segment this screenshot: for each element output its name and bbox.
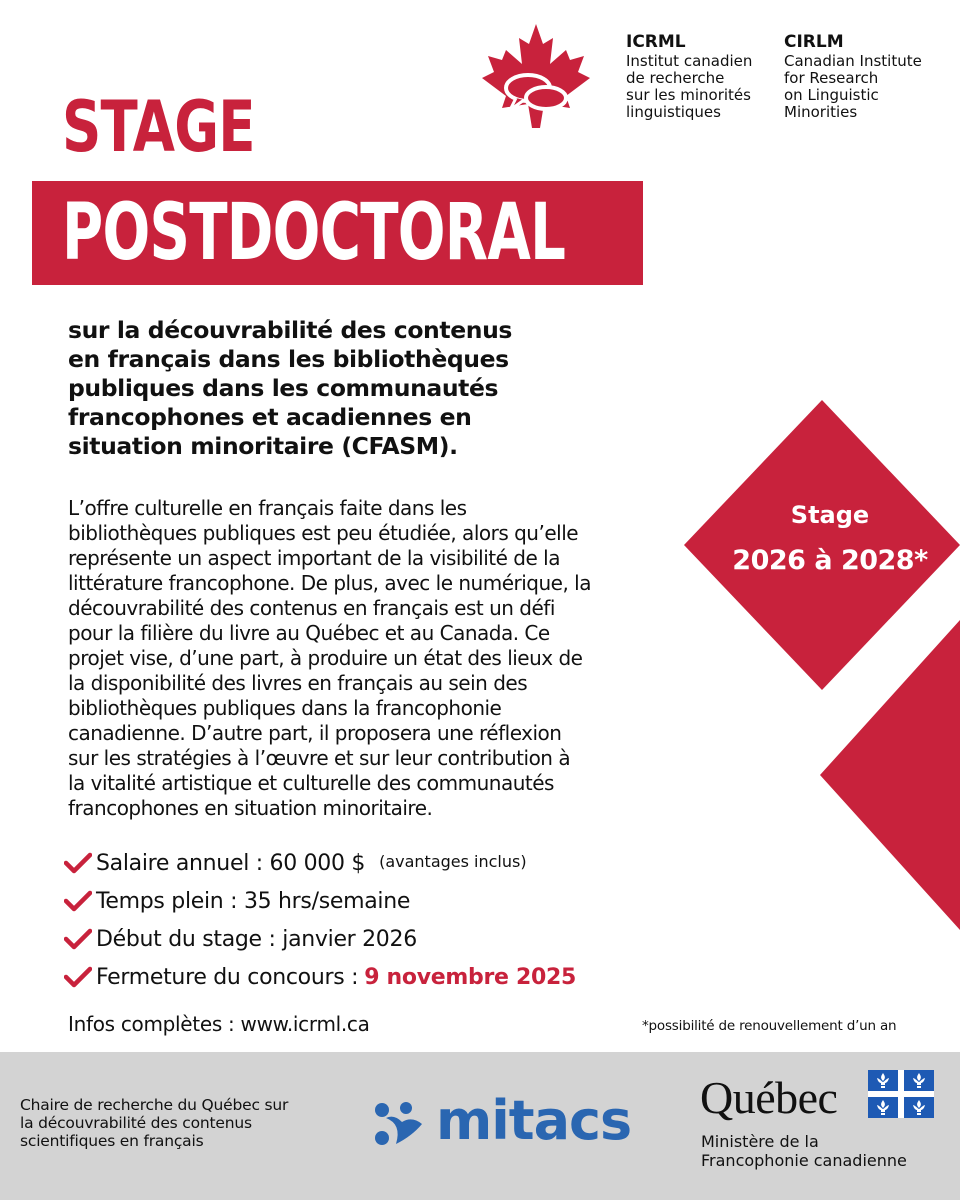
- chaire-line: scientifiques en français: [20, 1132, 204, 1150]
- details-checklist: [64, 844, 576, 996]
- description-paragraph: [68, 496, 668, 821]
- icrml-line: sur les minorités: [626, 86, 751, 104]
- mitacs-logo: mitacs: [436, 1089, 632, 1152]
- description-line: projet vise, d’une part, à produire un état des lieux de: [68, 646, 583, 670]
- mitacs-logo-icon: [372, 1100, 428, 1150]
- salary-text: Salaire annuel : 60 000 $: [96, 850, 366, 876]
- cirlm-abbr: CIRLM: [784, 32, 844, 52]
- ministere-text: [701, 1132, 907, 1170]
- subtitle: [68, 316, 538, 461]
- icrml-abbr: ICRML: [626, 32, 686, 52]
- quebec-logo: Québec: [700, 1072, 838, 1123]
- description-line: francophones en situation minoritaire.: [68, 796, 433, 820]
- description-line: la vitalité artistique et culturelle des communautés: [68, 771, 554, 795]
- infos-link[interactable]: Infos complètes : www.icrml.ca: [68, 1012, 370, 1036]
- cirlm-line: Minorities: [784, 103, 858, 121]
- list-item-start: [64, 920, 576, 958]
- description-line: littérature francophone. De plus, avec le numérique, la: [68, 571, 591, 595]
- deadline-label: Fermeture du concours :: [96, 964, 359, 990]
- badge-years: 2026 à 2028*: [732, 545, 928, 576]
- maple-leaf-logo-icon: [480, 22, 592, 134]
- description-line: découvrabilité des contenus en français est un défi: [68, 596, 555, 620]
- deadline-date: 9 novembre 2025: [364, 964, 577, 990]
- icrml-name-fr: [626, 34, 752, 121]
- ministere-line: Francophonie canadienne: [701, 1151, 907, 1170]
- icrml-line: linguistiques: [626, 103, 721, 121]
- ministere-line: Ministère de la: [701, 1132, 819, 1151]
- title-stage: STAGE: [62, 86, 255, 168]
- chaire-line: Chaire de recherche du Québec sur: [20, 1096, 289, 1114]
- subtitle-line: publiques dans les communautés: [68, 374, 499, 402]
- footnote: *possibilité de renouvellement d’un an: [642, 1018, 897, 1034]
- chaire-line: la découvrabilité des contenus: [20, 1114, 252, 1132]
- subtitle-line: situation minoritaire (CFASM).: [68, 432, 458, 460]
- title-postdoctoral: POSTDOCTORAL: [62, 188, 566, 278]
- subtitle-line: francophones et acadiennes en: [68, 403, 472, 431]
- list-item-salary: [64, 844, 576, 882]
- description-line: L’offre culturelle en français faite dans les: [68, 496, 467, 520]
- description-line: bibliothèques publiques est peu étudiée, alors qu’elle: [68, 521, 579, 545]
- icrml-line: Institut canadien: [626, 52, 753, 70]
- chaire-text: [20, 1096, 350, 1150]
- icrml-line: de recherche: [626, 69, 725, 87]
- quebec-flag-icon: [868, 1070, 934, 1118]
- decorative-diamond: [820, 620, 960, 930]
- subtitle-line: en français dans les bibliothèques: [68, 345, 509, 373]
- description-line: représente un aspect important de la visibilité de la: [68, 546, 560, 570]
- subtitle-line: sur la découvrabilité des contenus: [68, 316, 513, 344]
- cirlm-line: on Linguistic: [784, 86, 879, 104]
- badge-label: Stage: [790, 501, 870, 529]
- list-item-deadline: [64, 958, 576, 996]
- description-line: pour la filière du livre au Québec et au Canada. Ce: [68, 621, 550, 645]
- description-line: canadienne. D’autre part, il proposera une réflexion: [68, 721, 562, 745]
- description-line: bibliothèques publiques dans la francophonie: [68, 696, 502, 720]
- checkmark-icon: [64, 965, 92, 989]
- schedule-text: Temps plein : 35 hrs/semaine: [96, 888, 411, 914]
- salary-note: (avantages inclus): [379, 851, 527, 871]
- list-item-schedule: [64, 882, 576, 920]
- checkmark-icon: [64, 889, 92, 913]
- checkmark-icon: [64, 851, 92, 875]
- description-line: la disponibilité des livres en français au sein des: [68, 671, 528, 695]
- start-text: Début du stage : janvier 2026: [96, 926, 417, 952]
- description-line: sur les stratégies à l’œuvre et sur leur contribution à: [68, 746, 571, 770]
- checkmark-icon: [64, 927, 92, 951]
- cirlm-line: for Research: [784, 69, 879, 87]
- cirlm-line: Canadian Institute: [784, 52, 922, 70]
- cirlm-name-en: [784, 34, 922, 121]
